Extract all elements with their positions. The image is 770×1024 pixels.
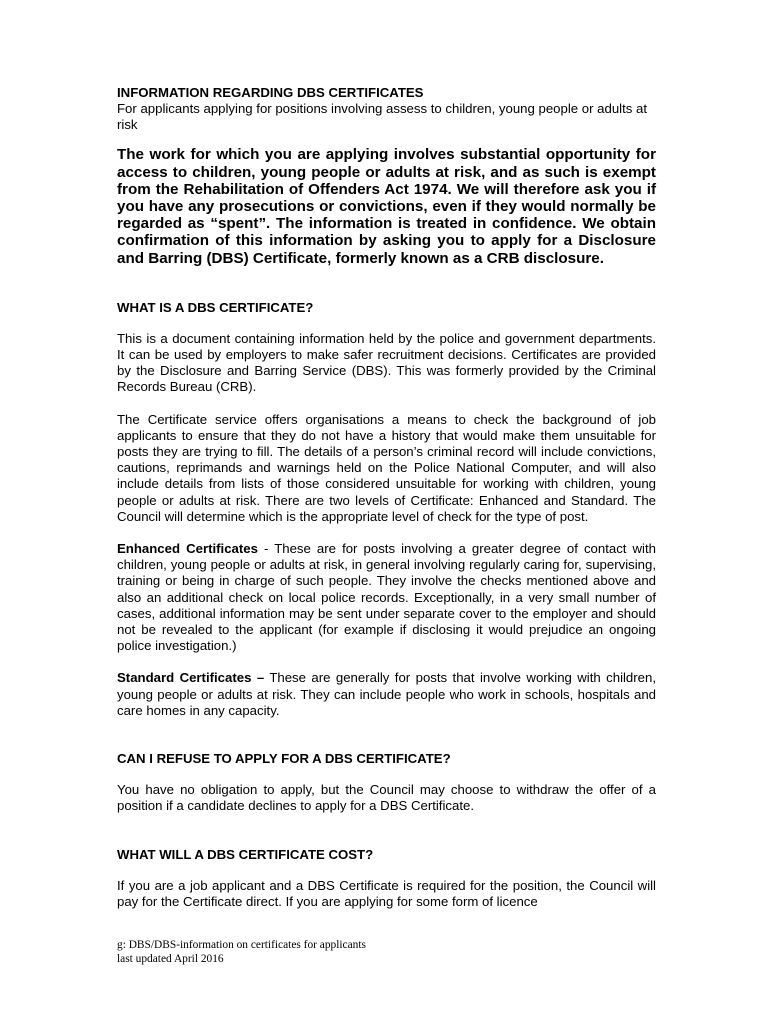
enhanced-certificates-paragraph (117, 541, 656, 654)
footer-last-updated: last updated April 2016 (117, 953, 224, 965)
document-body (117, 85, 656, 910)
refuse-paragraph: You have no obligation to apply, but the Council may choose to withdraw the offer of a position if a candidate declines to apply for a DBS Certificate. (117, 782, 656, 814)
document-title: INFORMATION REGARDING DBS CERTIFICATES (117, 85, 424, 100)
what-is-paragraph-2: The Certificate service offers organisations a means to check the background of job applicants to ensure that they do not have a history that would make them unsuitable for posts they are trying to fill. The details of a person’s criminal record will include convictions, cautions, reprimands and warnings held on the Police National Computer, and will also include details from lists of those considered unsuitable for working with children, young people or adults at risk. There are two levels of Certificate: Enhanced and Standard. The Council will determine which is the appropriate level of check for the type of post. (117, 411, 656, 524)
section-heading-cost: WHAT WILL A DBS CERTIFICATE COST? (117, 846, 374, 862)
document-subtitle: For applicants applying for positions involving assess to children, young people or adults at risk (117, 101, 648, 133)
enhanced-certificates-text: - These are for posts involving a greater degree of contact with children, young people or adults at risk, in general involving regularly caring for, supervising, training or being in charge of such people. They involve the checks mentioned above and also an additional check on local police records. Exceptionally, in a very small number of cases, additional information may be sent under separate cover to the employer and should not be revealed to the applicant (for example if disclosing it would prejudice an ongoing police investigation.) (117, 541, 656, 654)
what-is-paragraph-1: This is a document containing information held by the police and government departments. It can be used by employers to make safer recruitment decisions. Certificates are provided by the Disclosure and Barring Service (DBS). This was formerly provided by the Criminal Records Bureau (CRB). (117, 330, 656, 395)
standard-certificates-text: These are generally for posts that involve working with children, young people or adults at risk. They can include people who work in schools, hospitals and care homes in any capacity. (117, 670, 656, 718)
footer-file-path: g: DBS/DBS-information on certificates for applicants (117, 939, 366, 951)
section-heading-refuse: CAN I REFUSE TO APPLY FOR A DBS CERTIFICATE? (117, 751, 451, 767)
cost-paragraph: If you are a job applicant and a DBS Certificate is required for the position, the Council will pay for the Certificate direct. If you are applying for some form of licence (117, 877, 656, 909)
page-footer (117, 938, 366, 966)
lead-statement: The work for which you are applying involves substantial opportunity for access to children, young people or adults at risk, and as such is exempt from the Rehabilitation of Offenders Act 1974. We will therefore ask you if you have any prosecutions or convictions, even if they would normally be regarded as “spent”. The information is treated in confidence. We obtain confirmation of this information by asking you to apply for a Disclosure and Barring (DBS) Certificate, formerly known as a CRB disclosure. (117, 146, 656, 267)
enhanced-certificates-term: Enhanced Certificates (117, 541, 258, 557)
standard-certificates-paragraph (117, 670, 656, 719)
section-heading-what-is: WHAT IS A DBS CERTIFICATE? (117, 299, 314, 315)
standard-certificates-term: Standard Certificates – (117, 670, 265, 686)
